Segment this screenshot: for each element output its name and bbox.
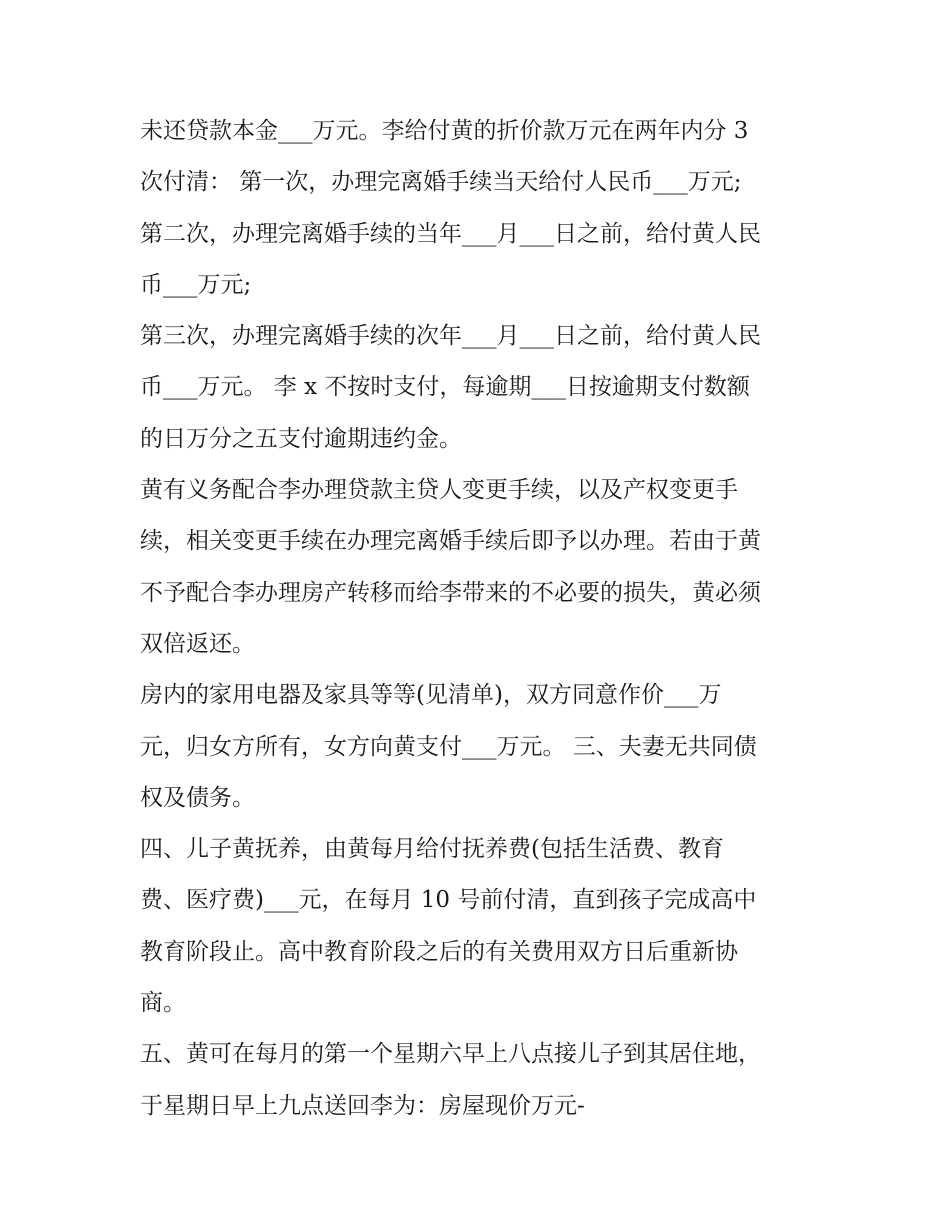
text-line: 费、医疗费)___元，在每月 10 号前付清，直到孩子完成高中 (140, 887, 757, 914)
text-line: 双倍返还。 (140, 630, 255, 657)
text-line: 续，相关变更手续在办理完离婚手续后即予以办理。若由于黄 (140, 528, 761, 555)
text-line: 商。 (140, 990, 186, 1017)
text-line: 房内的家用电器及家具等等(见清单)，双方同意作价___万 (140, 682, 722, 709)
text-line: 四、儿子黄抚养，由黄每月给付抚养费(包括生活费、教育 (140, 836, 724, 863)
text-line: 第三次，办理完离婚手续的次年___月___日之前，给付黄人民 (140, 323, 761, 350)
text-line: 币___万元; (140, 271, 252, 298)
text-line: 于星期日早上九点送回李为：房屋现价万元- (140, 1092, 585, 1119)
text-line: 权及债务。 (140, 784, 255, 811)
text-line: 五、黄可在每月的第一个星期六早上八点接儿子到其居住地， (140, 1041, 761, 1068)
document-body (140, 106, 830, 1132)
text-line: 第二次，办理完离婚手续的当年___月___日之前，给付黄人民 (140, 220, 761, 247)
text-line: 教育阶段止。高中教育阶段之后的有关费用双方日后重新协 (140, 938, 738, 965)
text-line: 黄有义务配合李办理贷款主贷人变更手续，以及产权变更手 (140, 477, 738, 504)
text-line: 次付清： 第一次，办理完离婚手续当天给付人民币___万元; (140, 169, 742, 196)
text-line: 未还贷款本金___万元。李给付黄的折价款万元在两年内分 3 (140, 118, 749, 144)
text-line: 不予配合李办理房产转移而给李带来的不必要的损失，黄必须 (140, 579, 761, 606)
text-line: 币___万元。 李 x 不按时支付，每逾期___日按逾期支付数额 (140, 374, 750, 401)
text-line: 的日万分之五支付逾期违约金。 (140, 425, 462, 452)
text-line: 元，归女方所有，女方向黄支付___万元。 三、夫妻无共同债 (140, 733, 757, 760)
